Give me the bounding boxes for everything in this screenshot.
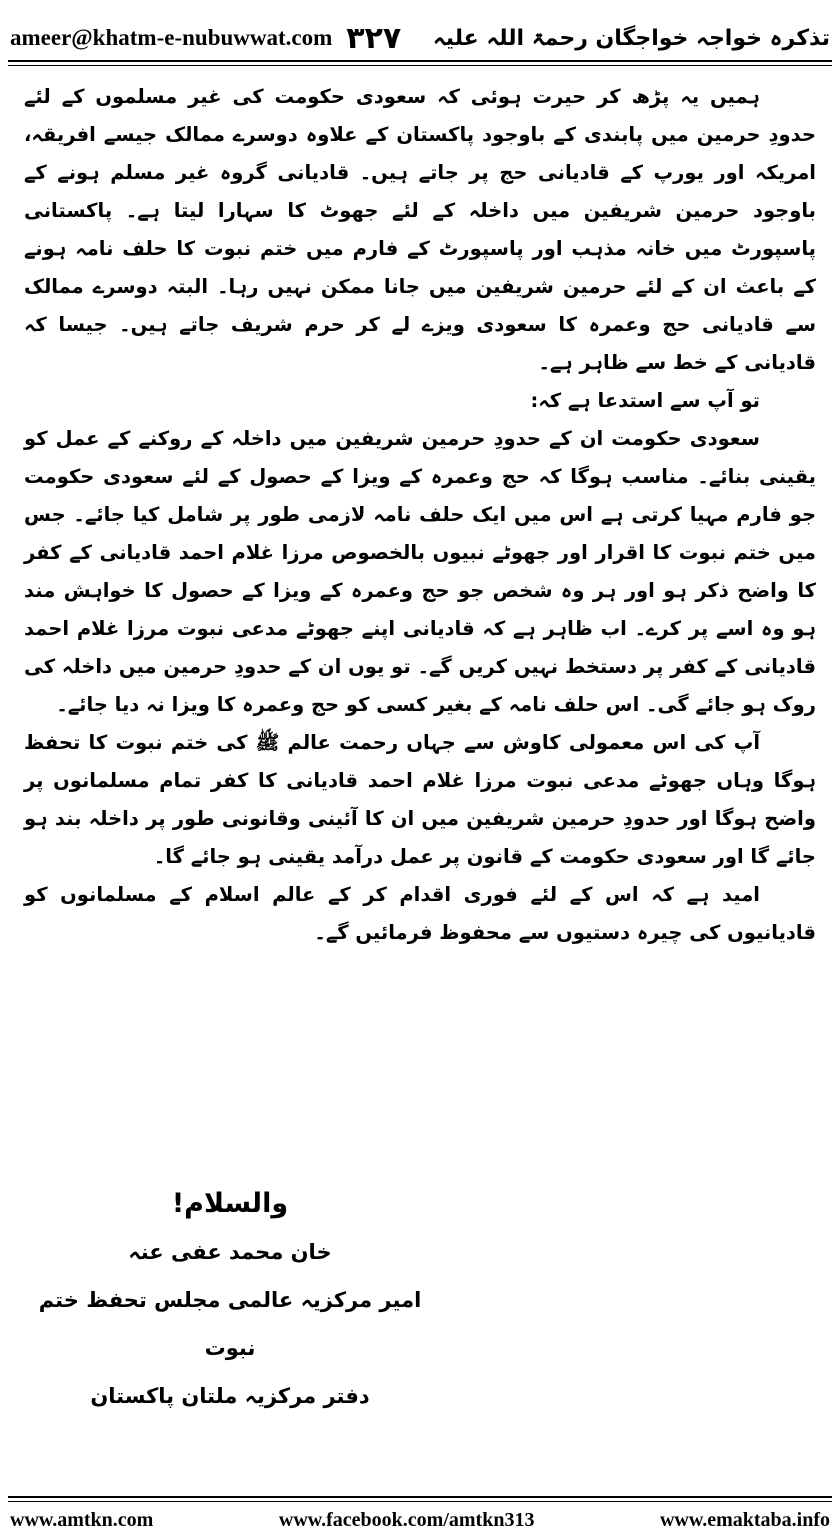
- footer-divider: [8, 1496, 832, 1502]
- signatory-office: دفتر مرکزیہ ملتان پاکستان: [90, 1384, 370, 1408]
- paragraph-request: تو آپ سے استدعا ہے کہ:: [530, 389, 760, 412]
- page-number: ۳۲۷: [346, 20, 402, 56]
- paragraph-proposal: سعودی حکومت ان کے حدودِ حرمین شریفین میں داخلہ کے روکنے کے عمل کو یقینی بنائے۔ مناسب ہوگا کہ حج وعمرہ کے ویزا کے حصول کے لئے سعودی حکومت جو فارم مہیا کرتی ہے اس میں ایک حلف نامہ لازمی طور پر شامل کیا جائے۔ جس میں ختم نبوت کا اقرار اور جھوٹے نبیوں بالخصوص مرزا غلام احمد قادیانی کے کفر کا واضح ذکر ہو اور ہر وہ شخص جو حج وعمرہ کے ویزا کے حصول کا خواہش مند ہو وہ اسے پر کرے۔ اب ظاہر ہے کہ قادیانی اپنے جھوٹے مدعی نبوت مرزا غلام احمد قادیانی کے کفر پر دستخط نہیں کریں گے۔ تو یوں ان کے حدودِ حرمین میں داخلہ کی روک ہو جائے گی۔ اس حلف نامہ کے بغیر کسی کو حج وعمرہ کا ویزا نہ دیا جائے۔: [24, 427, 816, 716]
- signatory-name: خان محمد عفی عنہ: [128, 1240, 332, 1264]
- header-left-group: [10, 21, 401, 56]
- paragraph-benefit: آپ کی اس معمولی کاوش سے جہاں رحمت عالم ﷺ کی ختم نبوت کا تحفظ ہوگا وہاں جھوٹے مدعی نبوت مرزا غلام احمد قادیانی کا کفر تمام مسلمانوں پر واضح ہوگا اور حدودِ حرمین شریفین میں ان کا آئینی وقانونی طور پر داخلہ بند ہو جائے گا اور سعودی حکومت کے قانون پر عمل درآمد یقینی ہو جائے گا۔: [24, 731, 816, 868]
- footer-link-facebook[interactable]: www.facebook.com/amtkn313: [278, 1508, 535, 1531]
- paragraph-closing: امید ہے کہ اس کے لئے فوری اقدام کر کے عالم اسلام کے مسلمانوں کو قادیانیوں کی چیرہ دستیوں سے محفوظ فرمائیں گے۔: [24, 883, 816, 944]
- header-email: ameer@khatm-e-nubuwwat.com: [10, 25, 333, 50]
- signatory-title: امیر مرکزیہ عالمی مجلس تحفظ ختم نبوت: [38, 1288, 422, 1360]
- paragraph-intro: ہمیں یہ پڑھ کر حیرت ہوئی کہ سعودی حکومت کی غیر مسلموں کے لئے حدودِ حرمین میں پابندی کے باوجود پاکستان کے علاوہ دوسرے ممالک جیسے افریقہ، امریکہ اور یورپ کے قادیانی حج پر جاتے ہیں۔ قادیانی گروہ غیر مسلم ہونے کے باوجود حرمین شریفین میں داخلہ کے لئے جھوٹ کا سہارا لیتا ہے۔ پاکستانی پاسپورٹ میں خانہ مذہب اور پاسپورٹ کے فارم میں ختم نبوت کا حلف نامہ ہونے کے باعث ان کے لئے حرمین شریفین میں جانا ممکن نہیں رہا۔ البتہ دوسرے ممالک سے قادیانی حج وعمرہ کا سعودی ویزے لے کر حرم شریف جاتے ہیں۔ جیسا کہ قادیانی کے خط سے ظاہر ہے۔: [24, 85, 816, 374]
- book-title: تذکرہ خواجہ خواجگان رحمۃ اللہ علیہ: [432, 25, 830, 51]
- signature-block: [30, 1180, 430, 1420]
- letter-body: [24, 78, 816, 952]
- page-footer: [10, 1505, 830, 1535]
- footer-link-emaktaba[interactable]: www.emaktaba.info: [659, 1508, 830, 1531]
- salutation: والسلام!: [171, 1188, 289, 1219]
- page-header: [10, 18, 830, 58]
- footer-link-amtkn[interactable]: www.amtkn.com: [10, 1508, 154, 1531]
- header-divider: [8, 60, 832, 66]
